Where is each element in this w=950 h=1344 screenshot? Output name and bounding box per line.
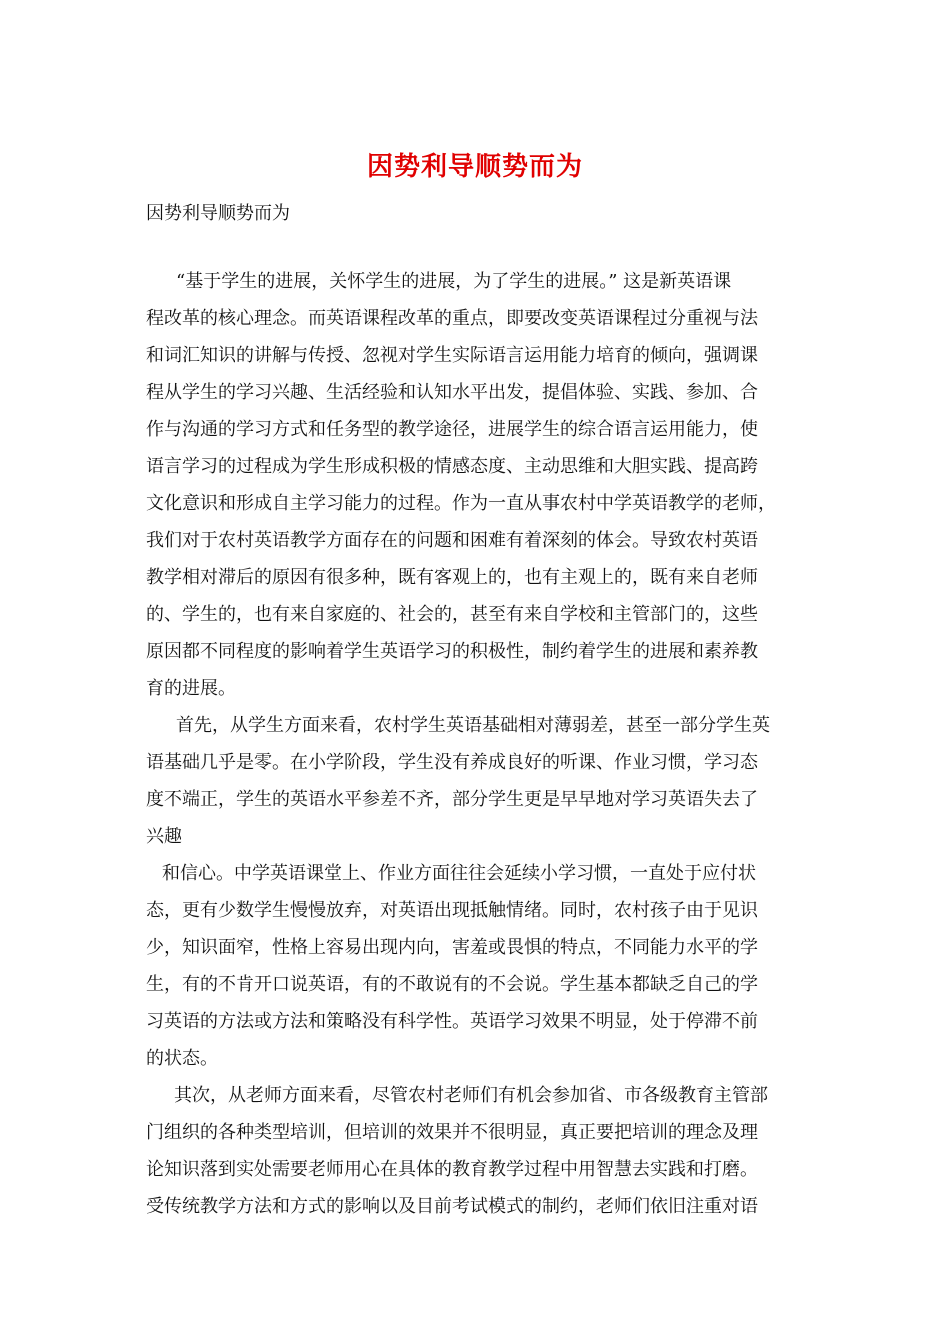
body-line: 程改革的核心理念。而英语课程改革的重点，即要改变英语课程过分重视与法 [146,308,758,329]
body-line: 门组织的各种类型培训，但培训的效果并不很明显，真正要把培训的理念及理 [146,1122,758,1143]
body-line: 语基础几乎是零。在小学阶段，学生没有养成良好的听课、作业习惯，学习态 [146,752,758,773]
body-line: 和词汇知识的讲解与传授、忽视对学生实际语言运用能力培育的倾向，强调课 [146,345,758,366]
body-line: 文化意识和形成自主学习能力的过程。作为一直从事农村中学英语教学的老师， [146,493,776,514]
body-line: 度不端正，学生的英语水平参差不齐，部分学生更是早早地对学习英语失去了 [146,789,758,810]
body-line: 的状态。 [146,1048,218,1069]
body-line: 程从学生的学习兴趣、生活经验和认知水平出发，提倡体验、实践、参加、合 [146,382,758,403]
body-line: 少，知识面窄，性格上容易出现内向，害羞或畏惧的特点，不同能力水平的学 [146,937,758,958]
body-line: 受传统教学方法和方式的影响以及目前考试模式的制约，老师们依旧注重对语 [146,1196,758,1217]
document-title: 因势利导顺势而为 [366,152,583,182]
body-line: 和信心。中学英语课堂上、作业方面往往会延续小学习惯，一直处于应付状 [162,863,756,884]
body-line: 育的进展。 [146,678,236,699]
body-line: 生，有的不肯开口说英语，有的不敢说有的不会说。学生基本都缺乏自己的学 [146,974,758,995]
body-line: 原因都不同程度的影响着学生英语学习的积极性，制约着学生的进展和素养教 [146,641,758,662]
body-line: 论知识落到实处需要老师用心在具体的教育教学过程中用智慧去实践和打磨。 [146,1159,758,1180]
body-line: 其次，从老师方面来看，尽管农村老师们有机会参加省、市各级教育主管部 [174,1085,768,1106]
body-line: 语言学习的过程成为学生形成积极的情感态度、主动思维和大胆实践、提高跨 [146,456,758,477]
body-line: 的、学生的，也有来自家庭的、社会的，甚至有来自学校和主管部门的，这些 [146,604,758,625]
body-line: 习英语的方法或方法和策略没有科学性。英语学习效果不明显，处于停滞不前 [146,1011,758,1032]
document-subtitle: 因势利导顺势而为 [146,203,290,224]
body-line: 教学相对滞后的原因有很多种，既有客观上的，也有主观上的，既有来自老师 [146,567,758,588]
body-line: “基于学生的进展，关怀学生的进展，为了学生的进展。” 这是新英语课 [176,271,732,292]
body-line: 态，更有少数学生慢慢放弃，对英语出现抵触情绪。同时，农村孩子由于见识 [146,900,758,921]
body-line: 我们对于农村英语教学方面存在的问题和困难有着深刻的体会。导致农村英语 [146,530,758,551]
body-line: 兴趣 [146,826,182,847]
body-line: 首先，从学生方面来看，农村学生英语基础相对薄弱差，甚至一部分学生英 [176,715,770,736]
body-line: 作与沟通的学习方式和任务型的教学途径，进展学生的综合语言运用能力，使 [146,419,758,440]
